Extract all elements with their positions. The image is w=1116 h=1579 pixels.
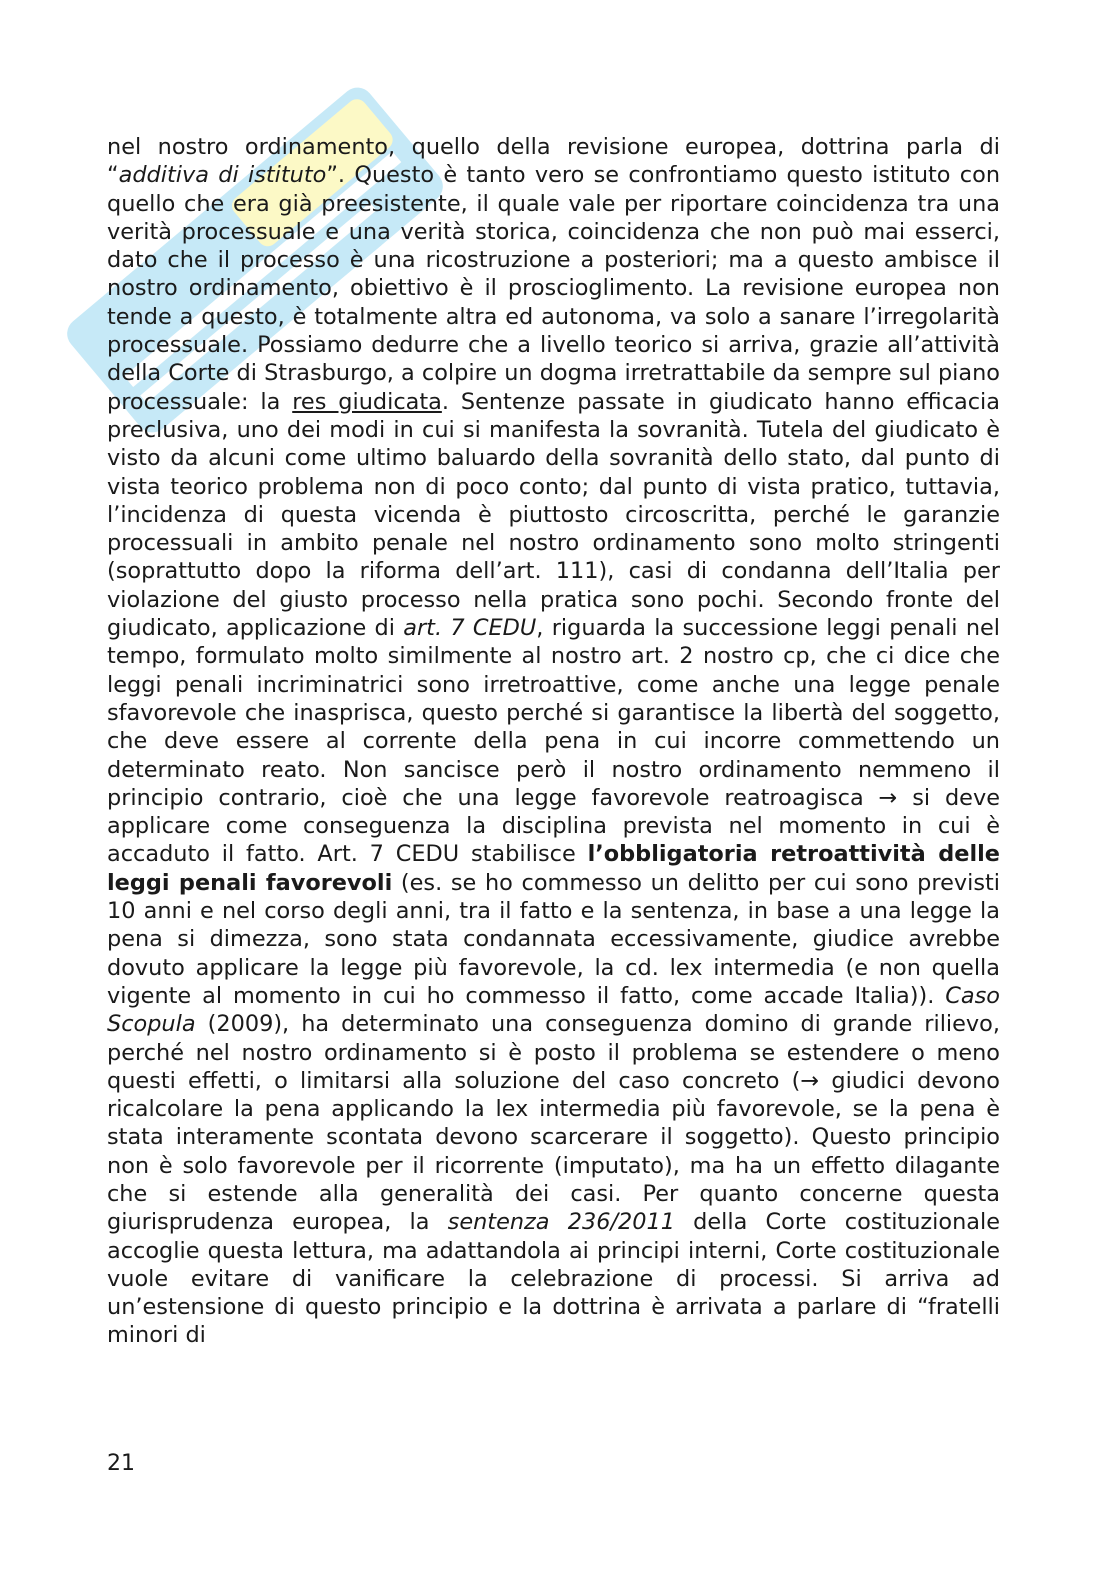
document-body <box>107 133 1000 1350</box>
text-run: . Sentenze passate in giudicato hanno efficacia preclusiva, uno dei modi in cui si manifesta la sovranità. Tutela del giudicato è visto da alcuni come ultimo baluardo della sovranità dello stato, dal punto di vista teorico problema non di poco conto; dal punto di vista pratico, tuttavia, l’incidenza di questa vicenda è piuttosto circoscritta, perché le garanzie processuali in ambito penale nel nostro ordinamento sono molto stringenti (soprattutto dopo la riforma dell’art. 111), casi di condanna dell’Italia per violazione del giusto processo nella pratica sono pochi. Secondo fronte del giudicato, applicazione di <box>107 388 1000 642</box>
italic-term: art. 7 CEDU <box>403 615 537 642</box>
italic-term: sentenza 236/2011 <box>447 1209 675 1236</box>
text-run: nel nostro ordinamento, quello della revisione europea, dottrina parla di “ <box>107 134 1000 189</box>
text-run: , riguarda la successione leggi penali nel tempo, formulato molto similmente al nostro art. 2 nostro cp, che ci dice che leggi penali incriminatrici sono irretroattive, come anche una legge penale sfavorevole che inasprisca, questo perché si garantisce la libertà del soggetto, che deve essere al corrente della pena in cui incorre commettendo un determinato reato. Non sancisce però il nostro ordinamento nemmeno il principio contrario, cioè che una legge favorevole reatroagisca → si deve applicare come conseguenza la disciplina prevista nel momento in cui è accaduto il fatto. Art. 7 CEDU stabilisce <box>107 615 1001 868</box>
text-run: (es. se ho commesso un delitto per cui sono previsti 10 anni e nel corso degli anni, tra il fatto e la sentenza, in base a una legge la pena si dimezza, sono stata condannata eccessivamente, giudice avrebbe dovuto applicare la legge più favorevole, la cd. lex intermedia (e non quella vigente al momento in cui ho commesso il fatto, come accade Italia)). <box>107 869 1000 1009</box>
underlined-term: res giudicata <box>292 388 442 415</box>
page-number: 21 <box>107 1451 135 1476</box>
text-run: (2009), ha determinato una conseguenza domino di grande rilievo, perché nel nostro ordinamento si è posto il problema se estendere o meno questi effetti, o limitarsi alla soluzione del caso concreto (→ giudici devono ricalcolare la pena applicando la lex intermedia più favorevole, se la pena è stata interamente scontata devono scarcerare il soggetto). Questo principio non è solo favorevole per il ricorrente (imputato), ma ha un effetto dilagante che si estende alla generalità dei casi. Per quanto concerne questa giurisprudenza europea, la <box>107 1011 1000 1236</box>
body-paragraph <box>107 133 1000 1350</box>
bold-term: l’obbligatoria retroattività delle leggi penali favorevoli <box>107 841 1000 896</box>
italic-term: additiva di istituto <box>118 162 327 189</box>
text-run: della Corte costituzionale accoglie questa lettura, ma adattandola ai principi interni, Corte costituzionale vuole evitare di vanificare la celebrazione di processi. Si arriva ad un’estensione di questo principio e la dottrina è arrivata a parlare di “fratelli minori di <box>107 1209 1000 1349</box>
text-run: ”. Questo è tanto vero se confrontiamo questo istituto con quello che era già preesistente, il quale vale per riportare coincidenza tra una verità processuale e una verità storica, coincidenza che non può mai esserci, dato che il processo è una ricostruzione a posteriori; ma a questo ambisce il nostro ordinamento, obiettivo è il proscioglimento. La revisione europea non tende a questo, è totalmente altra ed autonoma, va solo a sanare l’irregolarità processuale. Possiamo dedurre che a livello teorico si arriva, grazie all’attività della Corte di Strasburgo, a colpire un dogma irretrattabile da sempre sul piano processuale: la <box>107 162 1001 415</box>
italic-term: Caso Scopula <box>107 982 1000 1038</box>
